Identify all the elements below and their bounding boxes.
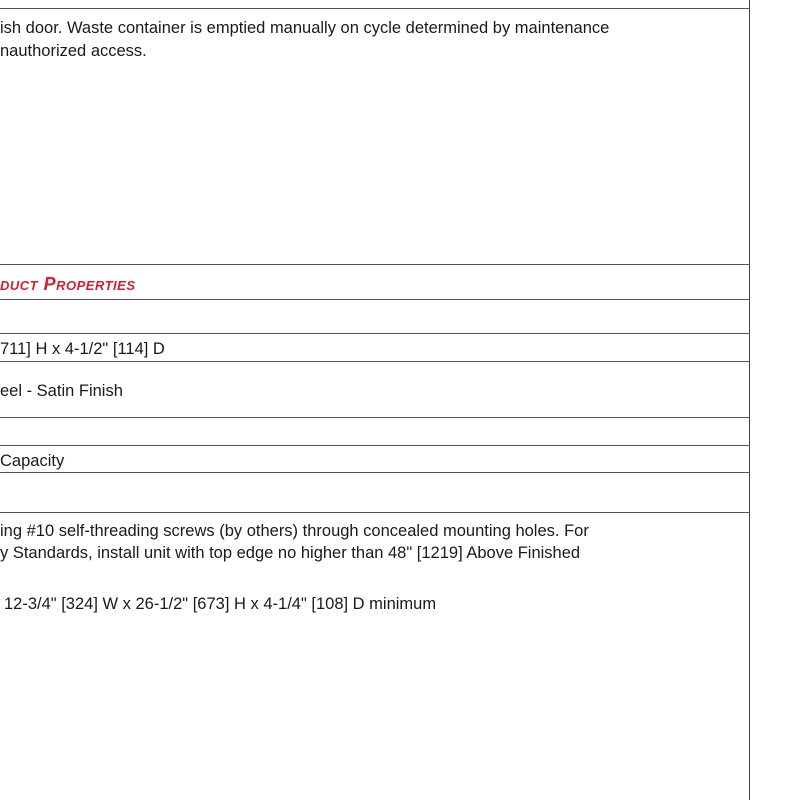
- row-divider: [0, 299, 750, 300]
- table-right-border: [749, 0, 750, 800]
- row-divider: [0, 361, 750, 362]
- row-divider: [0, 333, 750, 334]
- row-divider: [0, 8, 750, 9]
- row-divider: [0, 445, 750, 446]
- installation-line-1: ing #10 self-threading screws (by others) through concealed mounting holes. For: [0, 522, 589, 540]
- description-line-2: nauthorized access.: [0, 42, 147, 60]
- row-divider: [0, 512, 750, 513]
- section-divider: [0, 264, 750, 265]
- installation-text: [0, 520, 741, 564]
- product-properties-heading: duct Properties: [0, 274, 136, 294]
- rough-opening-value: 12-3/4" [324] W x 26-1/2" [673] H x 4-1/4" [108] D minimum: [4, 595, 437, 613]
- description-line-1: ish door. Waste container is emptied manually on cycle determined by maintenance: [0, 19, 610, 37]
- material-value: eel - Satin Finish: [0, 382, 123, 400]
- installation-line-2: y Standards, install unit with top edge no higher than 48" [1219] Above Finished: [0, 544, 581, 562]
- dimensions-value: 711] H x 4-1/2" [114] D: [0, 340, 165, 358]
- row-divider: [0, 417, 750, 418]
- capacity-value: Capacity: [0, 452, 65, 470]
- row-divider: [0, 472, 750, 473]
